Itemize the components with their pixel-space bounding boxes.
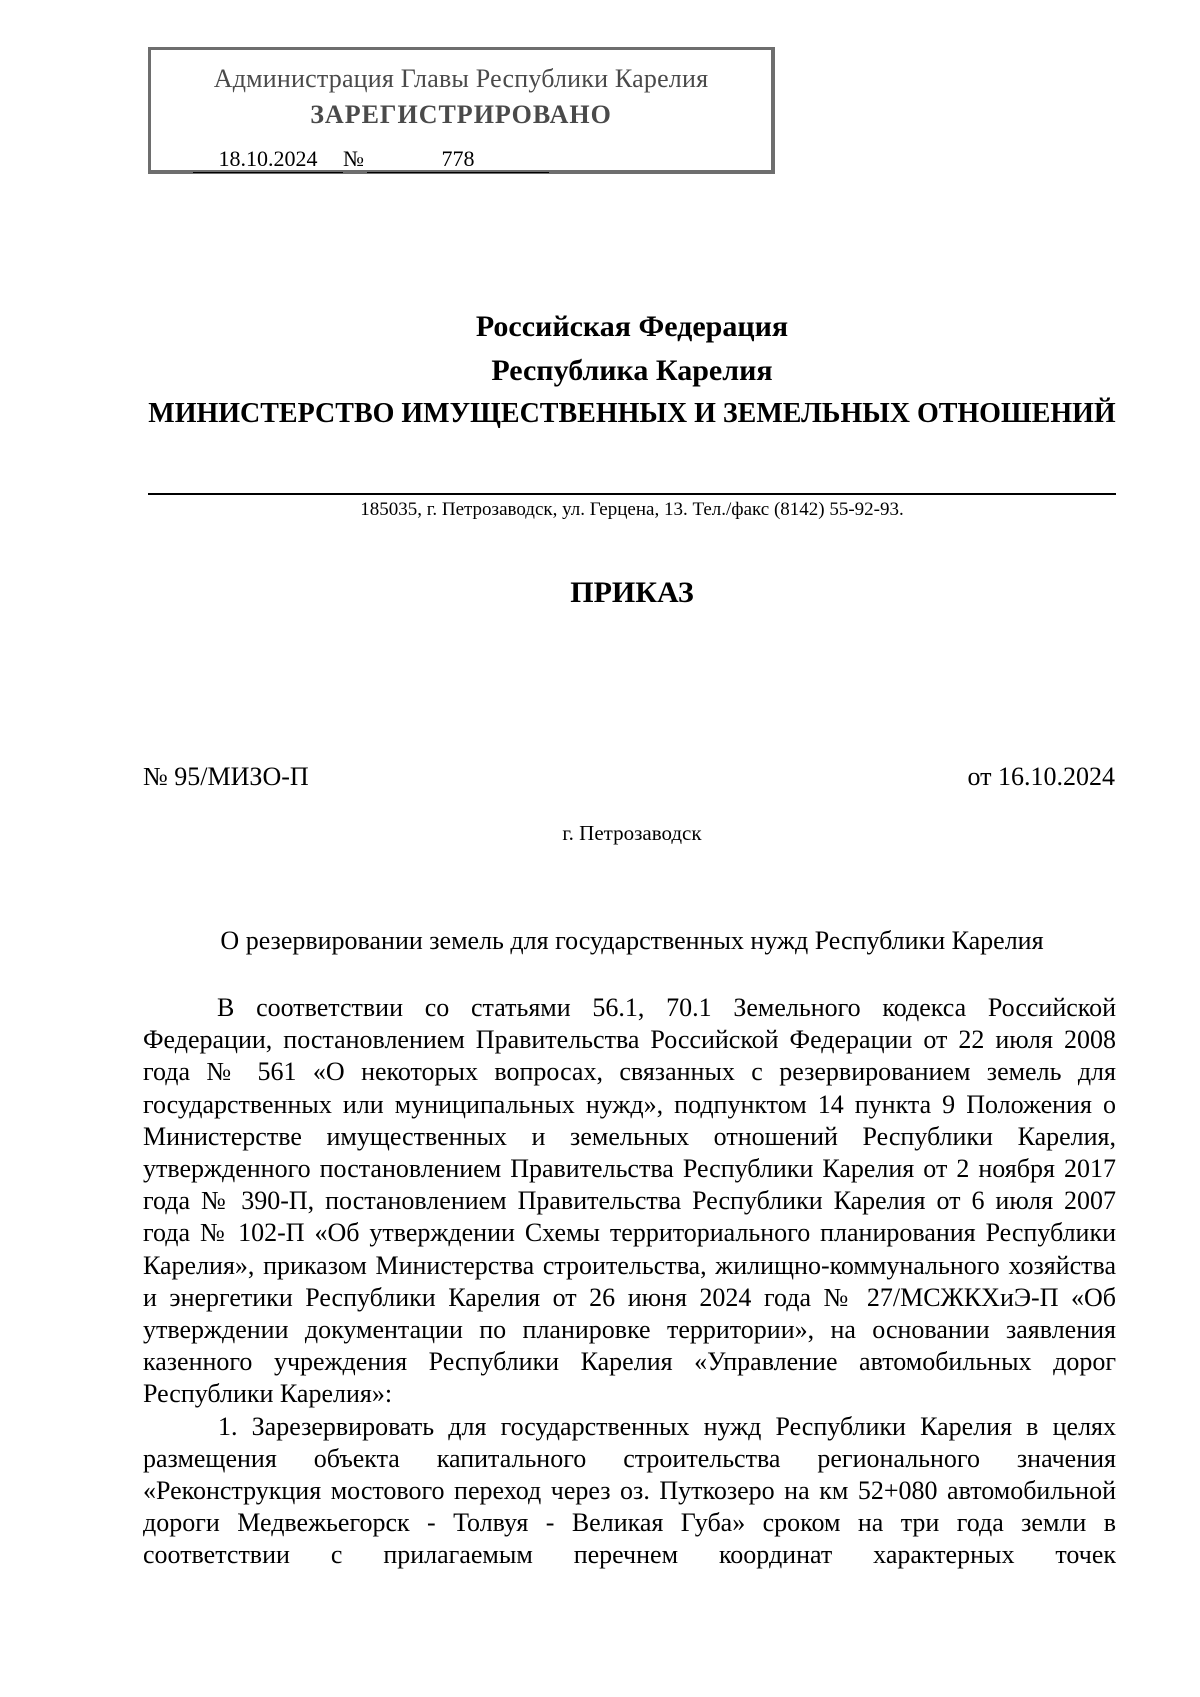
- order-number: № 95/МИЗО-П: [143, 762, 309, 791]
- item-1-paragraph: 1. Зарезервировать для государственных нужд Республики Карелия в целях размещения объекта капитального строительства регионального значения «Реконструкция мостового переход через оз. Путкозеро на км 52+080 автомобильной дороги Медвежьегорск - Толвуя - Великая Губа» сроком на три года земли в соответствии с прилагаемым перечнем координат характерных точек: [143, 1411, 1116, 1570]
- header-country: Российская Федерация: [475, 310, 789, 343]
- preamble-paragraph: В соответствии со статьями 56.1, 70.1 Земельного кодекса Российской Федерации, постановлением Правительства Российской Федерации от 22 июля 2008 года № 561 «О некоторых вопросах, связанных с резервированием земель для государственных или муниципальных нужд», подпунктом 14 пункта 9 Положения о Министерстве имущественных и земельных отношений Республики Карелия, утвержденного постановлением Правительства Республики Карелия от 2 ноября 2017 года № 390-П, постановлением Правительства Республики Карелия от 6 июля 2007 года № 102-П «Об утверждении Схемы территориального планирования Республики Карелия», приказом Министерства строительства, жилищно-коммунального хозяйства и энергетики Республики Карелия от 26 июня 2024 года № 27/МСЖКХиЭ-П «Об утверждении документации по планировке территории», на основании заявления казенного учреждения Республики Карелия «Управление автомобильных дорог Республики Карелия»:: [143, 993, 1116, 1409]
- header-ministry: МИНИСТЕРСТВО ИМУЩЕСТВЕННЫХ И ЗЕМЕЛЬНЫХ ОТНОШЕНИЙ: [148, 398, 1116, 429]
- document-title: ПРИКАЗ: [570, 576, 694, 609]
- stamp-number: 778: [367, 146, 549, 173]
- order-body: [143, 992, 1116, 1572]
- order-city: г. Петрозаводск: [562, 821, 702, 845]
- ministry-address: 185035, г. Петрозаводск, ул. Герцена, 13. Тел./факс (8142) 55-92-93.: [360, 499, 904, 520]
- order-date: от 16.10.2024: [967, 762, 1115, 791]
- stamp-status: ЗАРЕГИСТРИРОВАНО: [310, 100, 612, 129]
- stamp-organization: Администрация Главы Республики Карелия: [213, 64, 709, 93]
- stamp-date: 18.10.2024: [193, 146, 343, 173]
- stamp-number-sign: №: [343, 146, 364, 171]
- order-subject: О резервировании земель для государственных нужд Республики Карелия: [220, 926, 1044, 955]
- header-region: Республика Карелия: [491, 354, 773, 387]
- header-divider: [148, 493, 1116, 495]
- registration-stamp: [148, 47, 775, 174]
